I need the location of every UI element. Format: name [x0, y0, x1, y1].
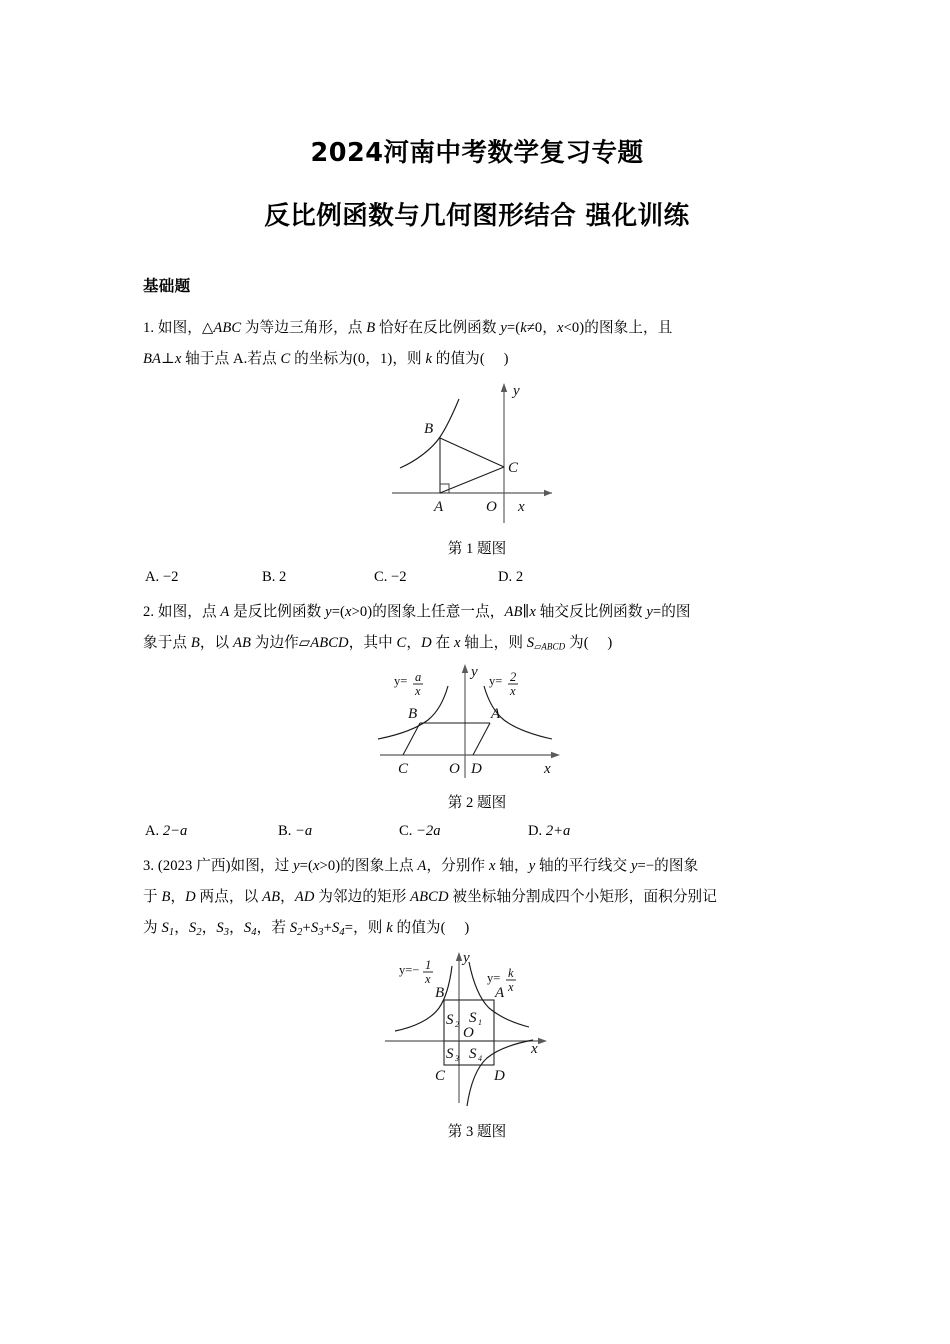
figure-2-label-origin: O	[449, 761, 460, 778]
question-1-option-a-value: −2	[162, 569, 179, 585]
question-2-option-b-value: −a	[295, 823, 313, 840]
question-1-figure	[143, 375, 811, 558]
question-3-line-2: 于 B，D 两点，以 AB，AD 为邻边的矩形 ABCD 被坐标轴分割成四个小矩形，面积分别记	[143, 889, 717, 906]
figure-3-label-origin: O	[463, 1025, 474, 1042]
question-3-text	[143, 851, 811, 948]
figure-3-svg	[377, 948, 577, 1113]
figure-3-curve-right-den: x	[508, 980, 514, 995]
figure-3-y-arrow	[456, 952, 462, 961]
question-1-option-c-key: C.	[374, 569, 388, 585]
figure-1-svg	[382, 375, 572, 530]
figure-2-curve-right-eq: y=	[489, 674, 503, 689]
question-1-text	[143, 313, 811, 375]
figure-3-curve-left-eq: y=−	[399, 963, 420, 978]
figure-1-x-arrow	[544, 490, 552, 496]
figure-2-curve-left-den: x	[415, 684, 421, 699]
figure-3-label-s3: S	[446, 1046, 454, 1063]
question-3-line-3: 为 $S_1$，$S_2$，$S_3$，$S_4$，若 $S_2+S_3+S_4=$，则 k 的值为( )	[143, 920, 470, 939]
figure-1-label-x: x	[518, 499, 525, 515]
question-2-option-d-key: D.	[528, 823, 543, 840]
figure-2-x-arrow	[551, 752, 560, 758]
figure-1-segment-bc	[440, 438, 504, 467]
figure-2-label-x: x	[544, 761, 551, 778]
question-2-text	[143, 597, 811, 662]
figure-1-segment-ac	[440, 467, 504, 493]
figure-1-label-a: A	[434, 499, 444, 515]
question-2-option-c-key: C.	[399, 823, 413, 840]
figure-2-label-c: C	[398, 761, 409, 778]
figure-2-curve-right-num: 2	[510, 670, 517, 685]
figure-2-segment-bc	[403, 723, 420, 755]
document-title-line-2: 反比例函数与几何图形结合 强化训练	[264, 201, 690, 231]
question-1-option-c-value: −2	[391, 569, 407, 585]
question-2-option-c[interactable]	[399, 816, 441, 846]
figure-2-label-y: y	[471, 664, 478, 681]
figure-2-curve-left-eq: y=	[394, 674, 408, 689]
figure-3-label-b: B	[435, 985, 445, 1002]
question-2-option-b-key: B.	[278, 823, 292, 840]
section-heading-basic: 基础题	[143, 277, 191, 295]
figure-3-curve-left-den: x	[425, 972, 431, 987]
figure-1-label-y: y	[513, 383, 520, 399]
question-3-figure	[143, 948, 811, 1141]
question-2-line-2: 象于点 B，以 AB 为边作▱ABCD，其中 C，D 在 x 轴上，则 S▱ABCD 为( )	[143, 635, 613, 652]
figure-3-label-c: C	[435, 1068, 446, 1085]
figure-3-label-s1-sub: 1	[478, 1018, 482, 1028]
question-1-option-b-value: 2	[279, 569, 287, 585]
question-1-option-d-key: D.	[498, 569, 513, 585]
figure-2-svg	[372, 662, 582, 784]
figure-3-label-d: D	[494, 1068, 505, 1085]
question-1-option-d[interactable]	[498, 562, 523, 592]
question-2-option-c-value: −2a	[416, 823, 441, 840]
question-3-line-1: 3. (2023 广西)如图，过 y=(x>0)的图象上点 A，分别作 x 轴，y 轴的平行线交 y=−的图象	[143, 858, 699, 875]
figure-3-curve-left-num: 1	[425, 958, 432, 973]
figure-3-label-s4-sub: 4	[478, 1054, 482, 1064]
question-1-option-a[interactable]	[145, 562, 178, 592]
question-1-option-b-key: B.	[262, 569, 276, 585]
figure-3-caption: 第 3 题图	[447, 1124, 507, 1141]
figure-1-label-b: B	[424, 421, 434, 437]
document-title-line-1: 2024河南中考数学复习专题	[310, 138, 644, 168]
figure-3-label-a: A	[495, 985, 505, 1002]
question-1-options	[143, 562, 811, 592]
question-1-option-c[interactable]	[374, 562, 407, 592]
figure-2-label-a: A	[491, 706, 501, 723]
question-2-option-a[interactable]	[145, 816, 187, 846]
question-2-option-b[interactable]	[278, 816, 312, 846]
figure-3-label-s4: S	[469, 1046, 477, 1063]
figure-3-label-s3-sub: 3	[455, 1054, 459, 1064]
question-1-option-a-key: A.	[145, 569, 160, 585]
figure-1-y-arrow	[501, 383, 507, 392]
figure-3-label-x: x	[531, 1041, 538, 1058]
figure-3-label-s2-sub: 2	[455, 1020, 459, 1030]
figure-3-label-s2: S	[446, 1012, 454, 1029]
figure-1-caption: 第 1 题图	[447, 541, 507, 557]
figure-3-label-s1: S	[469, 1010, 477, 1027]
document-content	[143, 0, 811, 1141]
figure-2-label-d: D	[471, 761, 482, 778]
question-2-option-d[interactable]	[528, 816, 570, 846]
figure-2-curve-left-num: a	[415, 670, 422, 685]
question-2-option-a-key: A.	[145, 823, 160, 840]
figure-3-curve-right-eq: y=	[487, 971, 501, 986]
figure-1-label-c: C	[508, 460, 519, 476]
figure-3-label-y: y	[463, 950, 470, 967]
question-1-line-1: 1. 如图，△ABC 为等边三角形，点 B 恰好在反比例函数 y=(k≠0，x<0)的图象上，且	[143, 320, 673, 336]
question-1-option-d-value: 2	[515, 569, 524, 585]
figure-1-label-origin: O	[486, 499, 497, 515]
question-1-line-2: BA⊥x 轴于点 A.若点 C 的坐标为(0，1)，则 k 的值为( )	[143, 351, 509, 367]
question-2-option-a-value: 2−a	[162, 823, 188, 840]
figure-2-segment-ad	[473, 723, 490, 755]
figure-2-caption: 第 2 题图	[447, 795, 507, 812]
question-2-options	[143, 816, 811, 846]
figure-2-curve-right-den: x	[510, 684, 516, 699]
question-2-line-1: 2. 如图，点 A 是反比例函数 y=(x>0)的图象上任意一点，AB∥x 轴交反比例函数 y=的图	[143, 604, 691, 620]
figure-2-label-b: B	[408, 706, 418, 723]
question-2-option-d-value: 2+a	[545, 823, 571, 840]
question-2-figure	[143, 662, 811, 812]
question-1-option-b[interactable]	[262, 562, 286, 592]
figure-2-y-arrow	[462, 664, 468, 673]
figure-3-curve-right-num: k	[508, 966, 514, 981]
figure-3-x-arrow	[538, 1038, 547, 1044]
